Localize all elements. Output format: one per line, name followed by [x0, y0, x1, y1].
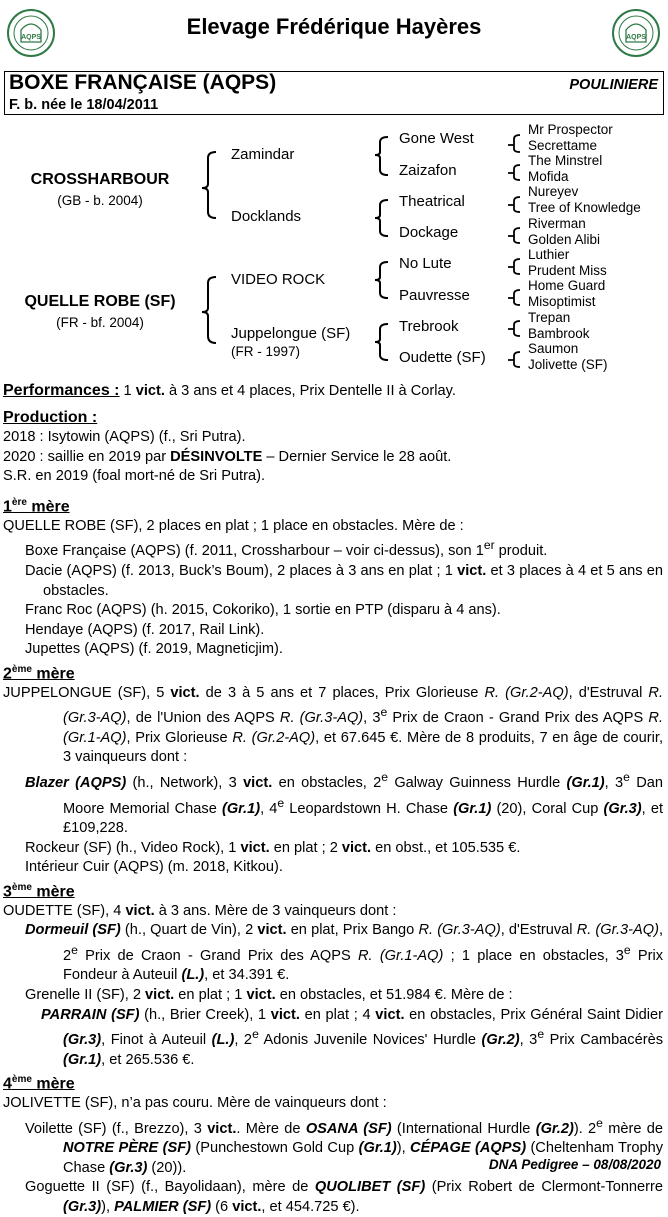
- document-body: [3, 381, 663, 1217]
- horse-category: POULINIERE: [569, 77, 658, 93]
- dam2-heading: 2ème mère: [3, 663, 75, 683]
- svg-text:AQPS: AQPS: [21, 34, 41, 41]
- dam4-intro: JOLIVETTE (SF), n’a pas couru. Mère de vainqueurs dont :: [3, 1095, 387, 1112]
- pedigree-gen3-name: Pauvresse: [399, 287, 470, 304]
- sire-name: CROSSHARBOUR: [30, 171, 170, 188]
- dam-info: (FR - bf. 2004): [56, 315, 144, 330]
- pedigree-gen4-name: Jolivette (SF): [528, 357, 608, 372]
- dam4-heading: 4ème mère: [3, 1074, 75, 1093]
- production-heading: Production :: [3, 408, 98, 426]
- page-title: Elevage Frédérique Hayères: [186, 14, 482, 39]
- dam1-produce: Franc Roc (AQPS) (h. 2015, Cokoriko), 1 sortie en PTP (disparu à 4 ans).: [25, 602, 501, 619]
- pedigree-gen4-name: Saumon: [528, 341, 579, 356]
- dam1-produce: Dacie (AQPS) (f. 2013, Buck’s Boum), 2 places à 3 ans en plat ; 1 vict. et 3 places à 4 et 5 ans en obstacles.: [25, 562, 663, 599]
- horse-name: BOXE FRANÇAISE (AQPS): [9, 71, 277, 94]
- pedigree-gen4-name: Tree of Knowledge: [528, 200, 641, 215]
- pedigree-gen4-name: Golden Alibi: [528, 232, 601, 247]
- pedigree-gen4-name: Mofida: [528, 169, 569, 184]
- pedigree-gen4-name: The Minstrel: [528, 153, 603, 168]
- pedigree-gen4-name: Home Guard: [528, 278, 606, 293]
- dam3-grandproduce-parrain: PARRAIN (SF) (h., Brier Creek), 1 vict. en plat ; 4 vict. en obstacles, Prix Général Saint Didier (Gr.3), Finot à Auteuil (L.), 2e Adonis Juvenile Novices' Hurdle (Gr.2), 3e Prix Cambacérès (Gr.1), et 265.536 €.: [41, 1006, 663, 1068]
- pedigree-gen2-name: Docklands: [231, 208, 302, 225]
- pedigree-gen3-name: No Lute: [399, 255, 452, 272]
- pedigree-gen3-name: Dockage: [399, 224, 459, 241]
- pedigree-gen3-name: Theatrical: [399, 193, 465, 210]
- pedigree-gen2-name: Zamindar: [231, 146, 295, 163]
- dam2-record: JUPPELONGUE (SF), 5 vict. de 3 à 5 ans et 7 places, Prix Glorieuse R. (Gr.2-AQ), d'Estruval R. (Gr.3-AQ), de l'Union des AQPS R. (Gr.3-AQ), 3e Prix de Craon - Grand Prix des AQPS R. (Gr.1-AQ), Prix Glorieuse R. (Gr.2-AQ), et 67.645 €. Mère de 8 produits, 7 en âge de courir, 3 vainqueurs dont :: [3, 684, 664, 766]
- footer-source: DNA Pedigree – 08/08/2020: [488, 1157, 661, 1172]
- dam2-produce-blazer: Blazer (AQPS) (h., Network), 3 vict. en obstacles, 2e Galway Guinness Hurdle (Gr.1), 3e Dan Moore Memorial Chase (Gr.1), 4e Leopardstown H. Chase (Gr.1) (20), Coral Cup (Gr.3), et £109,228.: [25, 770, 664, 836]
- production-line: S.R. en 2019 (foal mort-né de Sri Putra).: [3, 468, 265, 485]
- pedigree-gen2-name: VIDEO ROCK: [231, 271, 326, 288]
- dam3-heading: 3ème mère: [3, 881, 75, 901]
- pedigree-gen4-name: Secrettame: [528, 138, 598, 153]
- dam4-produce-goguette: Goguette II (SF) (f., Bayolidaan), mère de QUOLIBET (SF) (Prix Robert de Clermont-Tonnerre (Gr.3)), PALMIER (SF) (6 vict., et 454.725 €).: [25, 1179, 663, 1215]
- pedigree-gen4-name: Trepan: [528, 310, 571, 325]
- pedigree-gen4-name: Luthier: [528, 247, 570, 262]
- performances: Performances : 1 vict. à 3 ans et 4 places, Prix Dentelle II à Corlay.: [3, 382, 456, 399]
- dam4-produce-voilette: Voilette (SF) (f., Brezzo), 3 vict.. Mère de OSANA (SF) (International Hurdle (Gr.2)). 2e mère de NOTRE PÈRE (SF) (Punchestown Gold Cup (Gr.1)), CÉPAGE (AQPS) (Cheltenham Trophy Chase (Gr.3) (20)).: [25, 1115, 664, 1176]
- pedigree-gen4-name: Misoptimist: [528, 294, 596, 309]
- pedigree-gen3-name: Trebrook: [399, 318, 459, 335]
- production-line: 2018 : Isytowin (AQPS) (f., Sri Putra).: [3, 429, 246, 446]
- production-line: 2020 : saillie en 2019 par DÉSINVOLTE – Dernier Service le 28 août.: [3, 448, 452, 465]
- pedigree-gen2-name: Juppelongue (SF): [231, 325, 351, 342]
- pedigree-gen2-info: (FR - 1997): [231, 344, 301, 359]
- pedigree-gen4-name: Bambrook: [528, 326, 590, 341]
- dam-name: QUELLE ROBE (SF): [24, 293, 176, 310]
- dam1-produce: Hendaye (AQPS) (f. 2017, Rail Link).: [25, 621, 265, 638]
- dam3-produce: Grenelle II (SF), 2 vict. en plat ; 1 vict. en obstacles, et 51.984 €. Mère de :: [25, 986, 513, 1003]
- pedigree-chart: [0, 118, 668, 380]
- dam1-intro: QUELLE ROBE (SF), 2 places en plat ; 1 place en obstacles. Mère de :: [3, 517, 464, 534]
- svg-text:AQPS: AQPS: [626, 34, 646, 41]
- pedigree-gen3-name: Oudette (SF): [399, 349, 486, 366]
- dam3-produce-dormeuil: Dormeuil (SF) (h., Quart de Vin), 2 vict. en plat, Prix Bango R. (Gr.3-AQ), d'Estruval R. (Gr.3-AQ), 2e Prix de Craon - Grand Prix des AQPS R. (Gr.1-AQ) ; 1 place en obstacles, 3e Prix Fondeur à Auteuil (L.), et 34.391 €.: [25, 922, 664, 984]
- dam2-produce: Intérieur Cuir (AQPS) (m. 2018, Kitkou).: [25, 859, 283, 876]
- pedigree-gen4-name: Mr Prospector: [528, 122, 613, 137]
- dam1-produce: Boxe Française (AQPS) (f. 2011, Crossharbour – voir ci-dessus), son 1er produit.: [25, 538, 548, 560]
- dam3-record: OUDETTE (SF), 4 vict. à 3 ans. Mère de 3 vainqueurs dont :: [3, 902, 397, 919]
- aqps-logo-right: [611, 8, 661, 58]
- pedigree-gen4-name: Riverman: [528, 216, 586, 231]
- dam2-produce: Rockeur (SF) (h., Video Rock), 1 vict. en plat ; 2 vict. en obst., et 105.535 €.: [25, 839, 521, 856]
- dam1-produce: Jupettes (AQPS) (f. 2019, Magneticjim).: [25, 641, 283, 658]
- dam1-heading: 1ère mère: [3, 496, 70, 516]
- pedigree-gen3-name: Gone West: [399, 130, 474, 147]
- pedigree-gen4-name: Prudent Miss: [528, 263, 607, 278]
- horse-details: F. b. née le 18/04/2011: [9, 97, 159, 113]
- pedigree-gen4-name: Nureyev: [528, 184, 579, 199]
- sire-info: (GB - b. 2004): [57, 193, 143, 208]
- pedigree-gen3-name: Zaizafon: [399, 162, 457, 179]
